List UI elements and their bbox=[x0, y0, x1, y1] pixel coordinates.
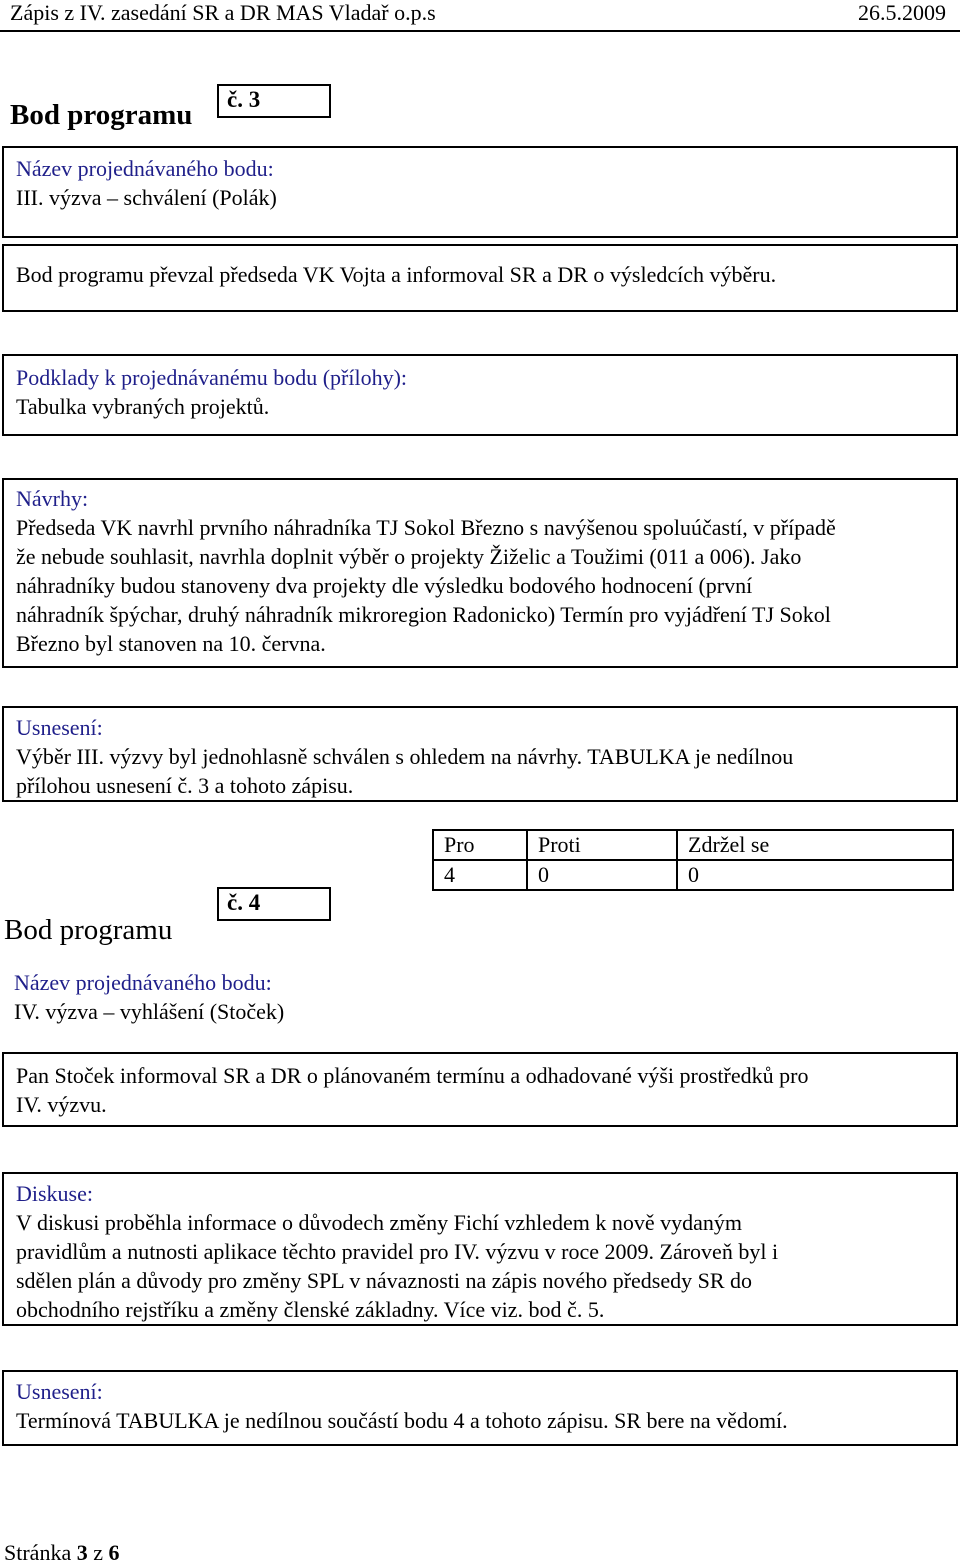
description-text: Bod programu převzal předseda VK Vojta a informoval SR a DR o výsledcích výběru. bbox=[16, 262, 777, 287]
description-box bbox=[2, 1052, 958, 1127]
page-of: z bbox=[93, 1540, 103, 1565]
proposals-label: Návrhy: bbox=[16, 486, 89, 511]
item-name-value: III. výzva – schválení (Polák) bbox=[16, 185, 277, 210]
vote-table bbox=[432, 829, 954, 891]
vote-value-pro: 4 bbox=[433, 860, 527, 890]
resolution-value: Termínová TABULKA je nedílnou součástí bodu 4 a tohoto zápisu. SR bere na vědomí. bbox=[16, 1408, 788, 1433]
proposals-line: Předseda VK navrhl prvního náhradníka TJ Sokol Březno s navýšenou spoluúčastí, v případě bbox=[16, 515, 836, 540]
item-name-label: Název projednávaného bodu: bbox=[16, 156, 274, 181]
discussion-box bbox=[2, 1172, 958, 1326]
page-current: 3 bbox=[76, 1540, 88, 1565]
description-box bbox=[2, 244, 958, 312]
attachments-label: Podklady k projednávanému bodu (přílohy): bbox=[16, 365, 408, 390]
item-name-box bbox=[2, 146, 958, 238]
vote-header-pro: Pro bbox=[433, 830, 527, 860]
attachments-box bbox=[2, 354, 958, 436]
vote-value-zdrzel: 0 bbox=[677, 860, 953, 890]
resolution-label: Usnesení: bbox=[16, 715, 103, 740]
resolution-box bbox=[2, 706, 958, 802]
vote-value-proti: 0 bbox=[527, 860, 677, 890]
page-footer bbox=[4, 1540, 119, 1566]
vote-value-row bbox=[433, 860, 953, 890]
resolution-label: Usnesení: bbox=[16, 1379, 103, 1404]
item-name-block bbox=[14, 968, 284, 1026]
header-divider bbox=[0, 30, 960, 32]
discussion-line: pravidlům a nutnosti aplikace těchto pravidel pro IV. výzvu v roce 2009. Zároveň byl i bbox=[16, 1239, 779, 1264]
discussion-line: V diskusi proběhla informace o důvodech změny Fichí vzhledem k nově vydaným bbox=[16, 1210, 743, 1235]
page-word: Stránka bbox=[4, 1540, 72, 1565]
document-title: Zápis z IV. zasedání SR a DR MAS Vladař o.p.s bbox=[10, 0, 436, 25]
vote-header-zdrzel: Zdržel se bbox=[677, 830, 953, 860]
description-line: IV. výzvu. bbox=[16, 1092, 107, 1117]
vote-header-proti: Proti bbox=[527, 830, 677, 860]
item-name-label: Název projednávaného bodu: bbox=[14, 970, 272, 995]
bod-programu-label: Bod programu bbox=[4, 914, 173, 946]
discussion-line: obchodního rejstříku a změny členské základny. Více viz. bod č. 5. bbox=[16, 1297, 605, 1322]
document-date: 26.5.2009 bbox=[858, 0, 946, 25]
proposals-line: že nebude souhlasit, navrhla doplnit výběr o projekty Žiželic a Toužimi (011 a 006). Jako bbox=[16, 544, 802, 569]
page-total: 6 bbox=[108, 1540, 120, 1565]
discussion-line: sdělen plán a důvody pro změny SPL v návaznosti na zápis nového předsedy SR do bbox=[16, 1268, 753, 1293]
description-line: Pan Stoček informoval SR a DR o plánovaném termínu a odhadované výši prostředků pro bbox=[16, 1063, 809, 1088]
resolution-line: Výběr III. výzvy byl jednohlasně schválen s ohledem na návrhy. TABULKA je nedílnou bbox=[16, 744, 794, 769]
item-number-box: č. 3 bbox=[217, 84, 331, 118]
discussion-label: Diskuse: bbox=[16, 1181, 93, 1206]
proposals-line: Březno byl stanoven na 10. června. bbox=[16, 631, 326, 656]
attachments-value: Tabulka vybraných projektů. bbox=[16, 394, 270, 419]
vote-header-row bbox=[433, 830, 953, 860]
proposals-line: náhradníky budou stanoveny dva projekty dle výsledku bodového hodnocení (první bbox=[16, 573, 753, 598]
item-name-value: IV. výzva – vyhlášení (Stoček) bbox=[14, 999, 285, 1024]
bod-programu-label: Bod programu bbox=[10, 99, 193, 131]
resolution-box bbox=[2, 1370, 958, 1446]
resolution-line: přílohou usnesení č. 3 a tohoto zápisu. bbox=[16, 773, 354, 798]
proposals-box bbox=[2, 478, 958, 668]
item-number-box: č. 4 bbox=[217, 887, 331, 921]
proposals-line: náhradník špýchar, druhý náhradník mikroregion Radonicko) Termín pro vyjádření TJ Sokol bbox=[16, 602, 831, 627]
